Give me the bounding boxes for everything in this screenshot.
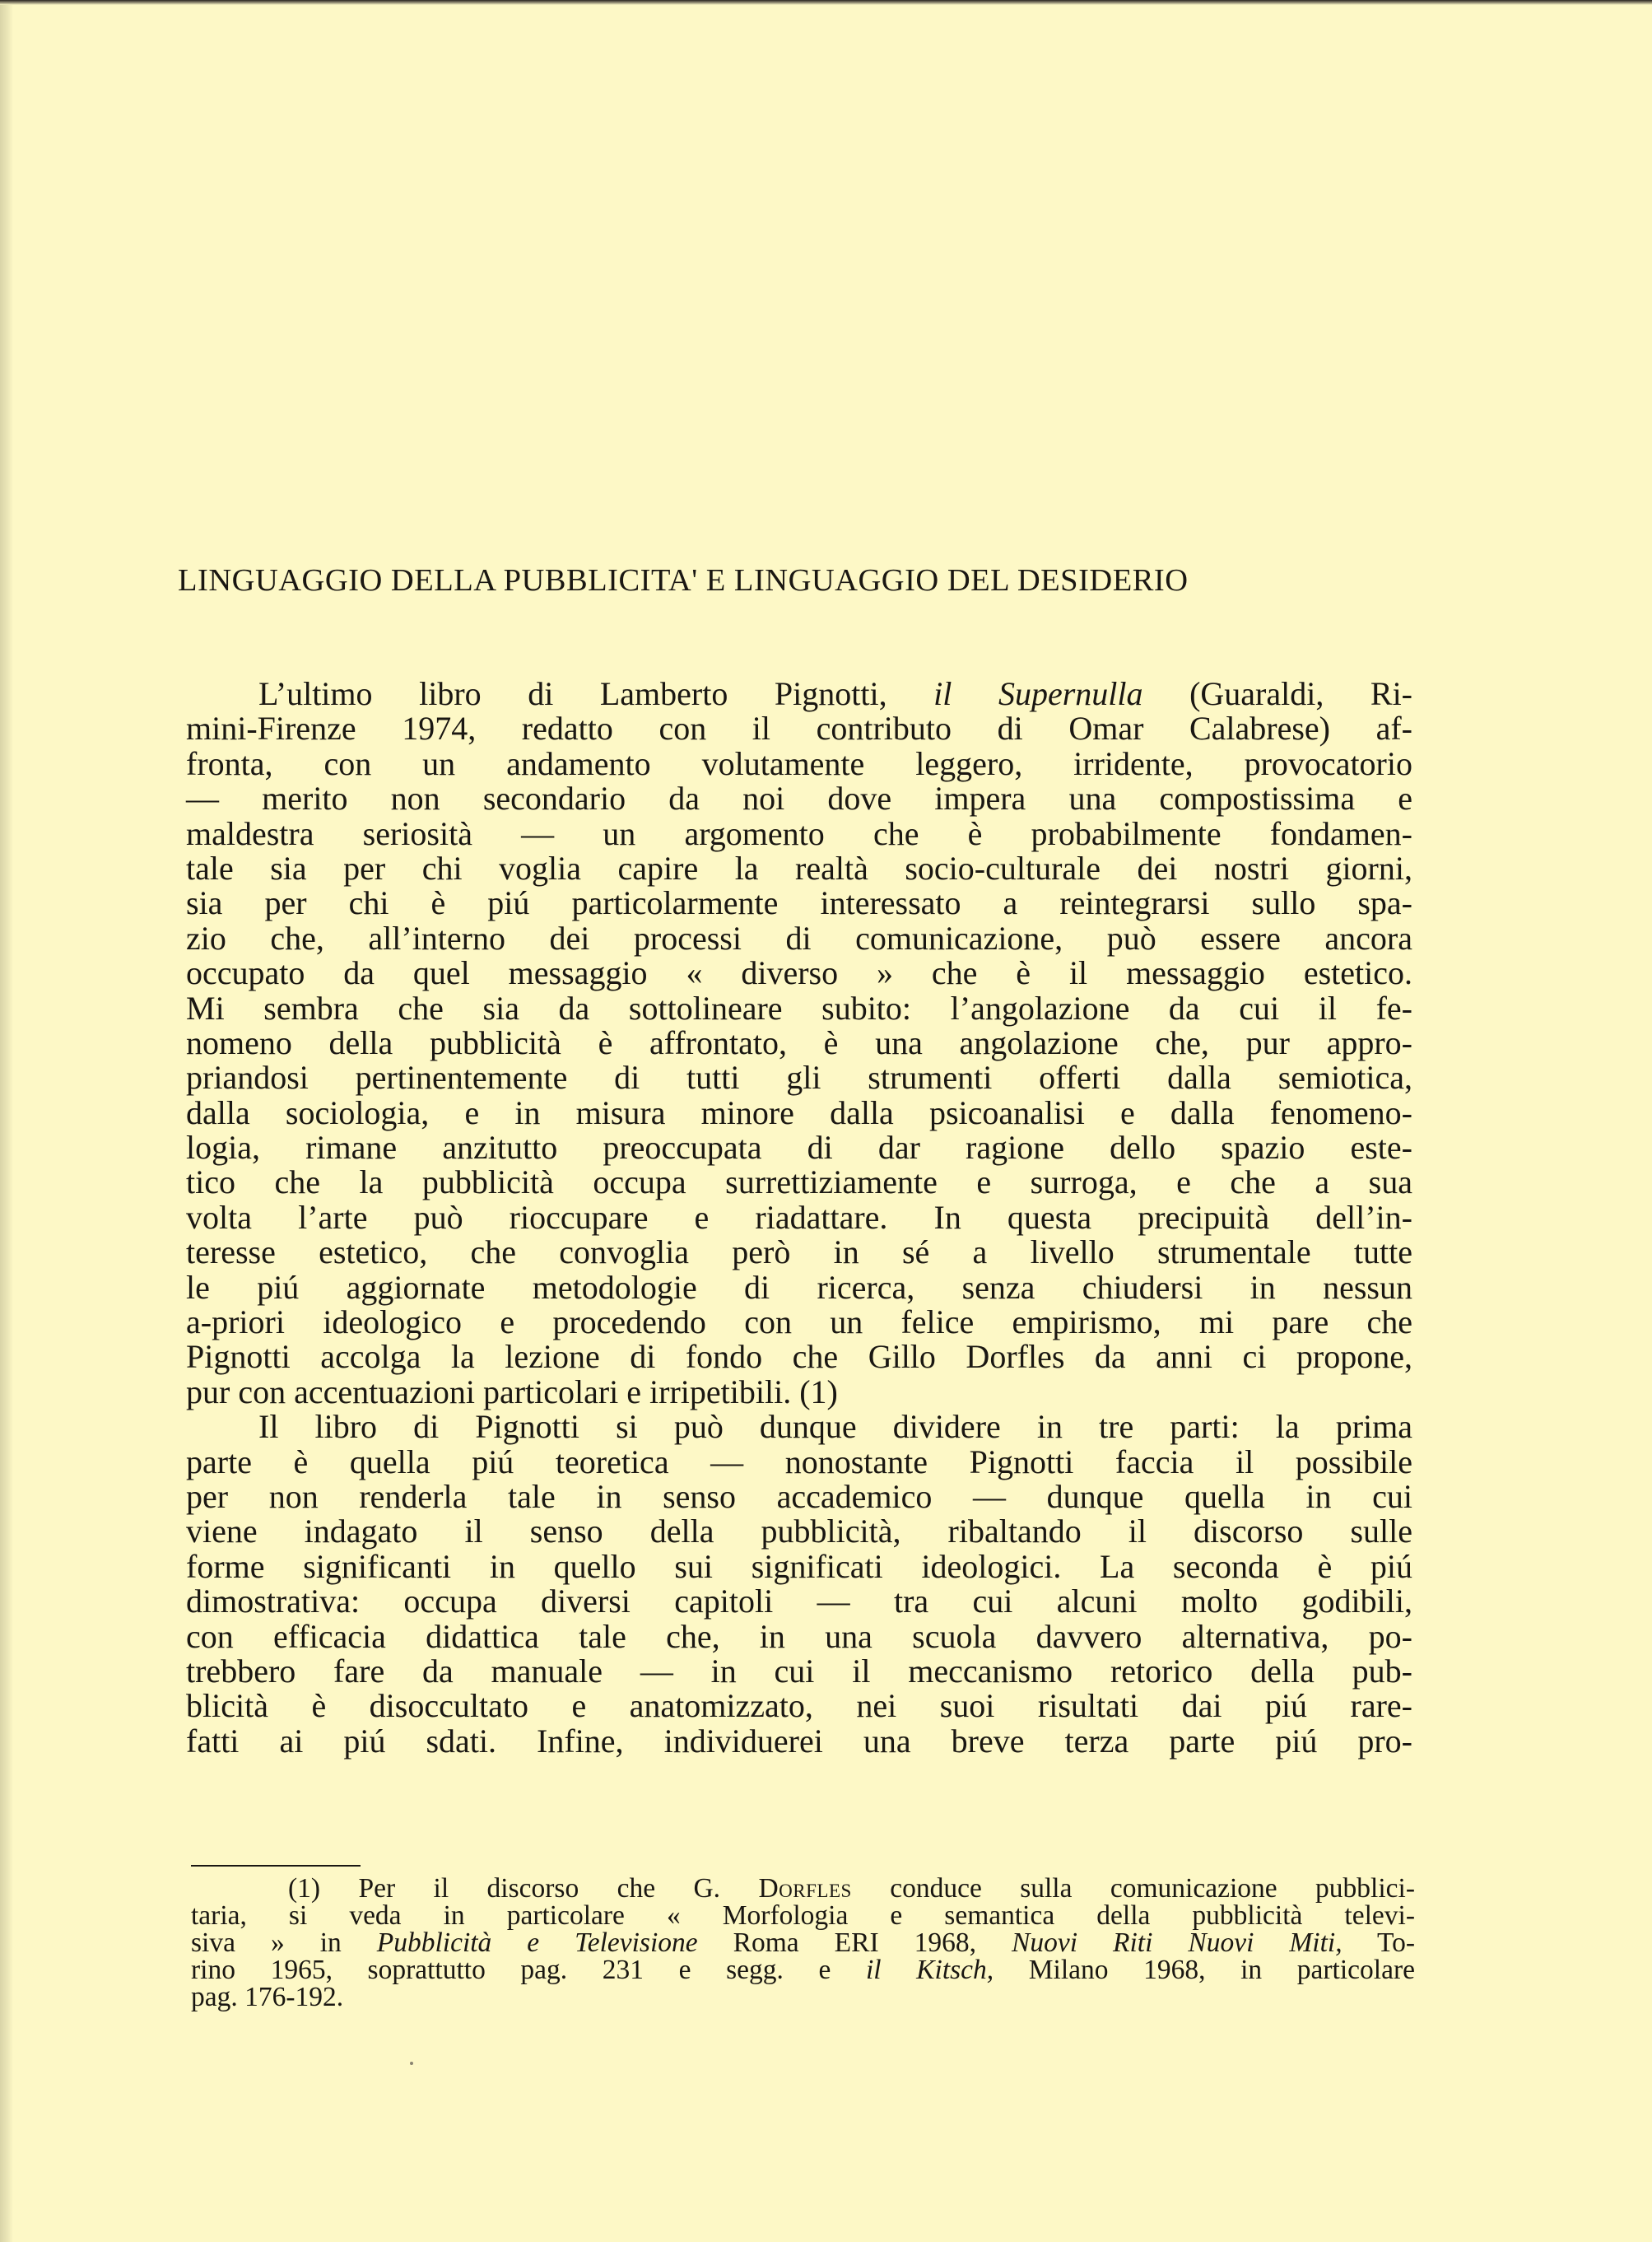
body-line: — merito non secondario da noi dove impera una compostissima e bbox=[186, 780, 1412, 818]
body-line: Il libro di Pignotti si può dunque dividere in tre parti: la prima bbox=[258, 1408, 1412, 1446]
body-line: fronta, con un andamento volutamente leggero, irridente, provocatorio bbox=[186, 744, 1412, 782]
body-line: fatti ai piú sdati. Infine, individuerei una breve terza parte piú pro- bbox=[186, 1722, 1412, 1760]
body-line: occupato da quel messaggio « diverso » che è il messaggio estetico. bbox=[186, 954, 1412, 992]
footnote-divider bbox=[191, 1865, 361, 1867]
body-line: volta l’arte può rioccupare e riadattare. In questa precipuità dell’in- bbox=[186, 1198, 1412, 1236]
page-top-edge bbox=[0, 0, 1652, 5]
body-line: tale sia per chi voglia capire la realtà socio-culturale dei nostri giorni, bbox=[186, 849, 1412, 887]
body-line: pur con accentuazioni particolari e irripetibili. (1) bbox=[186, 1373, 838, 1410]
body-line: parte è quella piú teoretica — nonostante Pignotti faccia il possibile bbox=[186, 1443, 1412, 1480]
body-line: teresse estetico, che convoglia però in sé a livello strumentale tutte bbox=[186, 1233, 1412, 1271]
body-line: Mi sembra che sia da sottolineare subito: l’angolazione da cui il fe- bbox=[186, 989, 1412, 1027]
body-line: dimostrativa: occupa diversi capitoli — tra cui alcuni molto godibili, bbox=[186, 1582, 1412, 1620]
body-line: nomeno della pubblicità è affrontato, è una angolazione che, pur appro- bbox=[186, 1023, 1412, 1061]
body-line: con efficacia didattica tale che, in una scuola davvero alternativa, po- bbox=[186, 1617, 1412, 1655]
body-line: zio che, all’interno dei processi di comunicazione, può essere ancora bbox=[186, 919, 1412, 957]
page-edge bbox=[0, 0, 13, 2242]
article-title: LINGUAGGIO DELLA PUBBLICITA' E LINGUAGGIO DEL DESIDERIO bbox=[178, 563, 1189, 598]
body-line: mini-Firenze 1974, redatto con il contributo di Omar Calabrese) af- bbox=[186, 710, 1412, 748]
body-line: dalla sociologia, e in misura minore dalla psicoanalisi e dalla fenomeno- bbox=[186, 1093, 1412, 1131]
footnote-line: pag. 176-192. bbox=[191, 1982, 344, 2012]
body-line: per non renderla tale in senso accademico — dunque quella in cui bbox=[186, 1477, 1412, 1515]
body-line: tico che la pubblicità occupa surrettiziamente e surroga, e che a sua bbox=[186, 1163, 1412, 1201]
footnote-line: siva » in Pubblicità e Televisione Roma ERI 1968, Nuovi Riti Nuovi Miti, To- bbox=[191, 1927, 1416, 1958]
body-line: a-priori ideologico e procedendo con un felice empirismo, mi pare che bbox=[186, 1303, 1412, 1341]
body-line: logia, rimane anzitutto preoccupata di dar ragione dello spazio este- bbox=[186, 1129, 1412, 1167]
body-line: forme significanti in quello sui significati ideologici. La seconda è piú bbox=[186, 1547, 1412, 1585]
footnote-line: rino 1965, soprattutto pag. 231 e segg. e il Kitsch, Milano 1968, in particolare bbox=[191, 1955, 1415, 1985]
body-line: Pignotti accolga la lezione di fondo che Gillo Dorfles da anni ci propone, bbox=[186, 1338, 1412, 1376]
body-line: le piú aggiornate metodologie di ricerca, senza chiudersi in nessun bbox=[186, 1268, 1412, 1306]
body-line: priandosi pertinentemente di tutti gli strumenti offerti dalla semiotica, bbox=[186, 1059, 1412, 1097]
body-line: blicità è disoccultato e anatomizzato, nei suoi risultati dai piú rare- bbox=[186, 1687, 1412, 1725]
footnote-line: (1) Per il discorso che G. Dorfles conduce sulla comunicazione pubblici- bbox=[288, 1873, 1415, 1904]
body-line: L’ultimo libro di Lamberto Pignotti, il Supernulla (Guaraldi, Ri- bbox=[258, 675, 1413, 712]
body-line: maldestra seriosità — un argomento che è probabilmente fondamen- bbox=[186, 814, 1412, 852]
body-line: viene indagato il senso della pubblicità, ribaltando il discorso sulle bbox=[186, 1513, 1412, 1550]
footnote bbox=[191, 1875, 1415, 2011]
body-line: sia per chi è piú particolarmente interessato a reintegrarsi sullo spa- bbox=[186, 884, 1412, 922]
footnote-line: taria, si veda in particolare « Morfologia e semantica della pubblicità televi- bbox=[191, 1900, 1415, 1931]
print-speck bbox=[410, 2062, 413, 2065]
body-line: trebbero fare da manuale — in cui il meccanismo retorico della pub- bbox=[186, 1652, 1412, 1690]
article-body bbox=[186, 677, 1412, 1759]
